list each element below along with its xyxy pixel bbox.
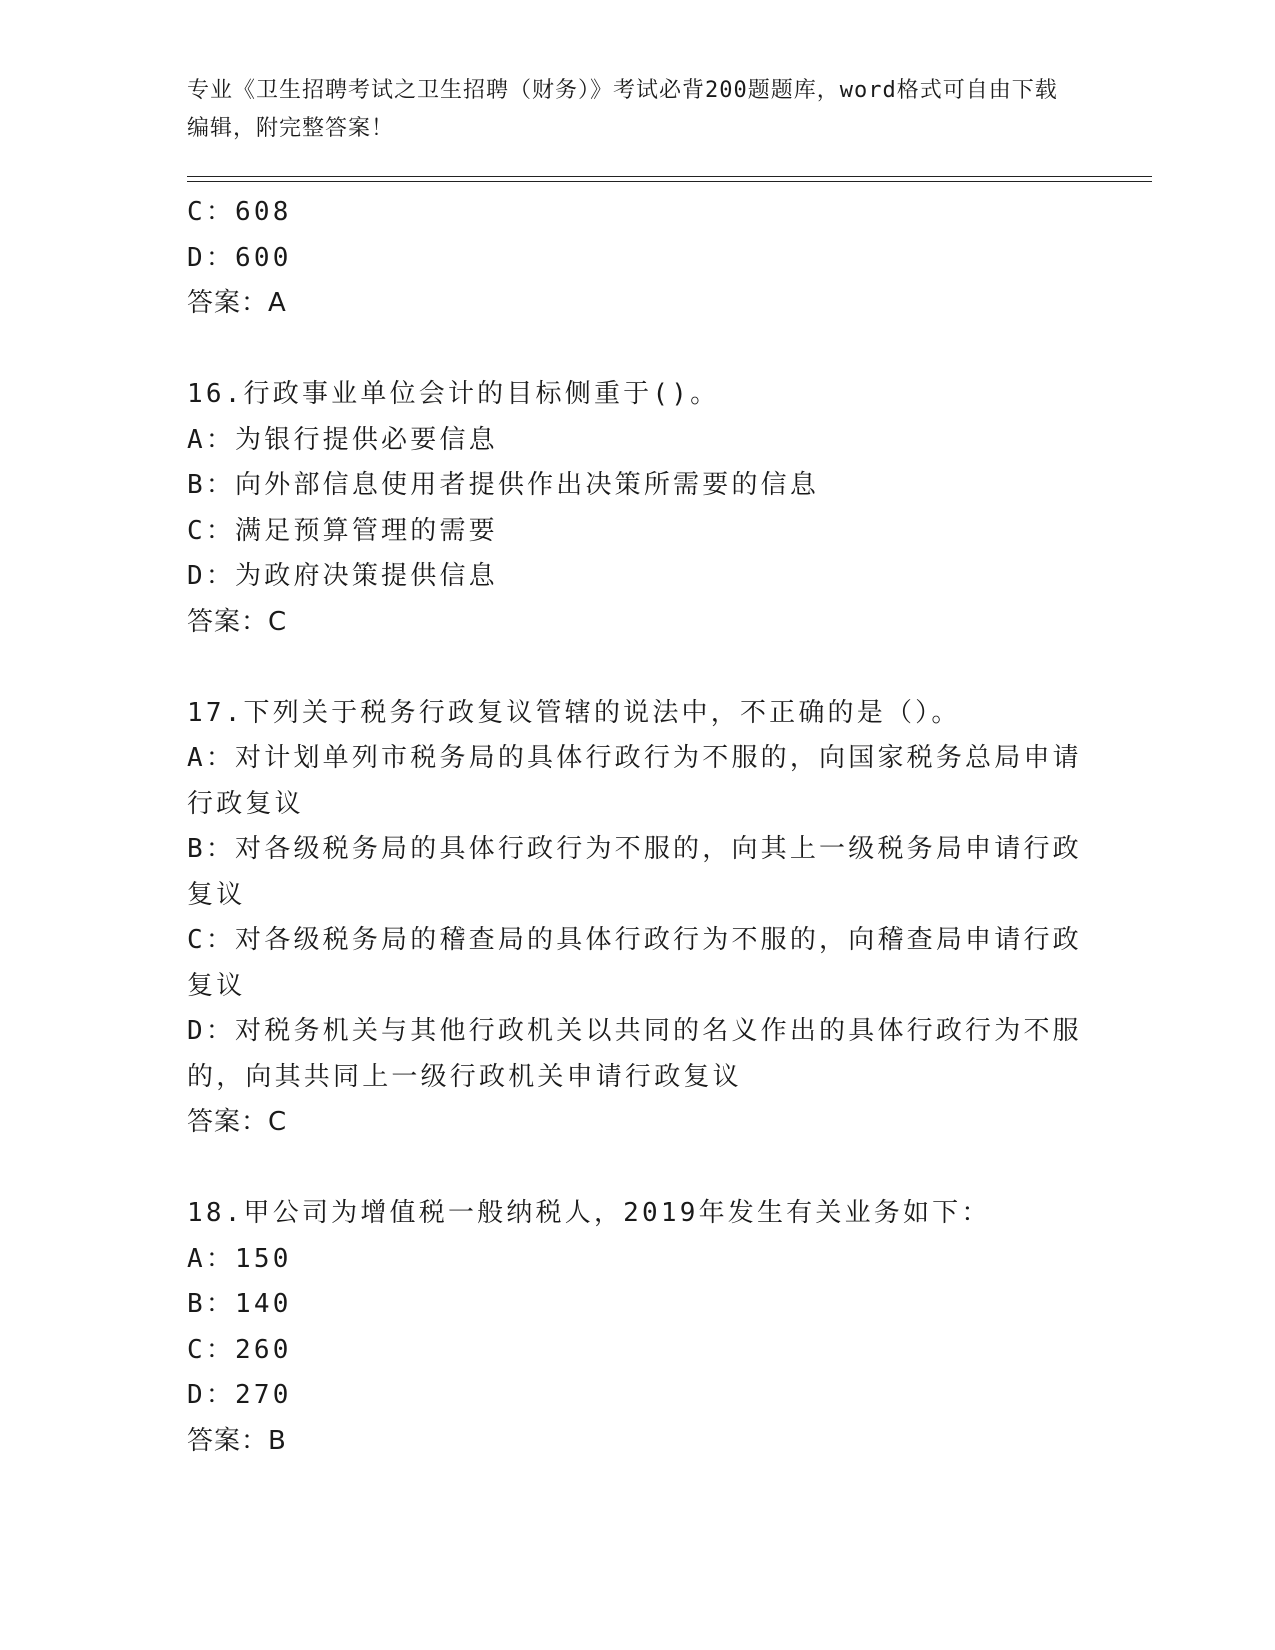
- option-d: D：为政府决策提供信息: [187, 561, 498, 591]
- document-header: 专业《卫生招聘考试之卫生招聘（财务）》考试必背200题题库，word格式可自由下载编辑，附完整答案！: [187, 78, 1058, 141]
- answer-line: 答案：C: [187, 606, 288, 637]
- option-c: C：608: [187, 197, 292, 227]
- answer-line: 答案：A: [187, 288, 287, 318]
- option-a: A：为银行提供必要信息: [187, 424, 498, 455]
- question-block-18: [187, 1191, 1087, 1464]
- option-b: B：对各级税务局的具体行政行为不服的，向其上一级税务局申请行政复议: [187, 834, 1082, 910]
- header-divider-bottom: [187, 181, 1152, 182]
- option-c: C：260: [187, 1334, 292, 1365]
- option-b: B：140: [187, 1289, 292, 1319]
- answer-line: 答案：C: [187, 1107, 288, 1137]
- option-d: D：对税务机关与其他行政机关以共同的名义作出的具体行政行为不服的，向其共同上一级行政机关申请行政复议: [187, 1016, 1082, 1092]
- question-content: [187, 190, 1087, 1464]
- question-block-prev: [187, 190, 1087, 327]
- question-stem: 16.行政事业单位会计的目标侧重于()。: [187, 379, 720, 409]
- question-stem: 17.下列关于税务行政复议管辖的说法中，不正确的是（）。: [187, 697, 961, 728]
- option-b: B：向外部信息使用者提供作出决策所需要的信息: [187, 470, 820, 500]
- header-divider-top: [187, 176, 1152, 177]
- question-block-16: [187, 372, 1087, 645]
- option-c: C：对各级税务局的稽查局的具体行政行为不服的，向稽查局申请行政复议: [187, 925, 1082, 1001]
- option-a: A：对计划单列市税务局的具体行政行为不服的，向国家税务总局申请行政复议: [187, 743, 1082, 819]
- answer-line: 答案：B: [187, 1425, 287, 1456]
- question-block-17: [187, 691, 1087, 1146]
- option-a: A：150: [187, 1243, 292, 1274]
- option-d: D：270: [187, 1380, 292, 1410]
- option-c: C：满足预算管理的需要: [187, 515, 498, 546]
- question-stem: 18.甲公司为增值税一般纳税人，2019年发生有关业务如下：: [187, 1198, 991, 1228]
- option-d: D：600: [187, 242, 292, 273]
